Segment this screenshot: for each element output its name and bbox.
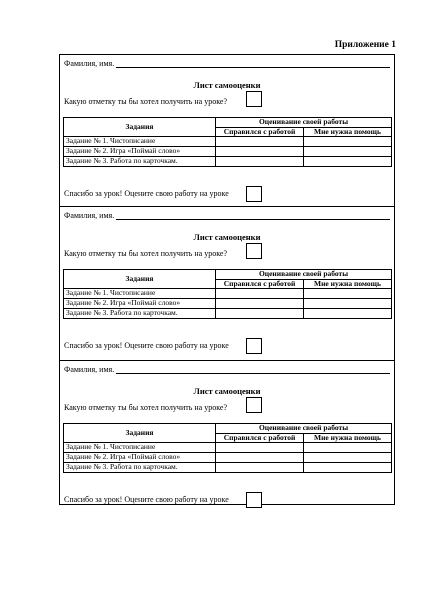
col-done-header: Справился с работой	[216, 279, 304, 289]
assessment-sheet-1	[60, 55, 394, 207]
task-name: Задание № 3. Работа по карточкам.	[64, 309, 216, 319]
task-name: Задание № 1. Чистописание	[64, 137, 216, 147]
col-evaluation-header: Оценивание своей работы	[216, 270, 392, 280]
name-line	[64, 365, 390, 374]
help-cell[interactable]	[304, 299, 392, 309]
table-row	[64, 443, 392, 453]
table-row	[64, 453, 392, 463]
table-row	[64, 289, 392, 299]
help-cell[interactable]	[304, 443, 392, 453]
done-cell[interactable]	[216, 309, 304, 319]
name-label: Фамилия, имя.	[64, 211, 115, 220]
task-name: Задание № 1. Чистописание	[64, 443, 216, 453]
task-name: Задание № 1. Чистописание	[64, 289, 216, 299]
done-cell[interactable]	[216, 299, 304, 309]
help-cell[interactable]	[304, 147, 392, 157]
task-name: Задание № 2. Игра «Поймай слово»	[64, 453, 216, 463]
name-line	[64, 59, 390, 68]
help-cell[interactable]	[304, 463, 392, 473]
table-row	[64, 147, 392, 157]
table-row	[64, 299, 392, 309]
done-cell[interactable]	[216, 137, 304, 147]
table-row	[64, 463, 392, 473]
name-field[interactable]	[116, 212, 390, 220]
col-tasks-header: Задания	[64, 118, 216, 137]
col-evaluation-header: Оценивание своей работы	[216, 118, 392, 128]
done-cell[interactable]	[216, 443, 304, 453]
name-field[interactable]	[116, 60, 390, 68]
col-tasks-header: Задания	[64, 270, 216, 289]
done-cell[interactable]	[216, 157, 304, 167]
self-rating-box[interactable]	[246, 492, 262, 508]
table-row	[64, 309, 392, 319]
done-cell[interactable]	[216, 463, 304, 473]
col-evaluation-header: Оценивание своей работы	[216, 424, 392, 434]
assessment-sheet-2	[60, 207, 394, 361]
help-cell[interactable]	[304, 289, 392, 299]
col-done-header: Справился с работой	[216, 127, 304, 137]
name-field[interactable]	[116, 366, 390, 374]
help-cell[interactable]	[304, 137, 392, 147]
grade-answer-box[interactable]	[246, 91, 262, 107]
done-cell[interactable]	[216, 453, 304, 463]
name-line	[64, 211, 390, 220]
tasks-table	[63, 269, 392, 319]
sheet-title: Лист самооценки	[193, 80, 261, 90]
table-row	[64, 137, 392, 147]
grade-question: Какую отметку ты бы хотел получить на уроке?	[64, 249, 227, 258]
grade-question: Какую отметку ты бы хотел получить на уроке?	[64, 403, 227, 412]
task-name: Задание № 3. Работа по карточкам.	[64, 157, 216, 167]
help-cell[interactable]	[304, 309, 392, 319]
self-assessment-form	[59, 54, 395, 505]
thanks-text: Спасибо за урок! Оцените свою работу на уроке	[64, 189, 229, 198]
col-help-header: Мне нужна помощь	[304, 433, 392, 443]
tasks-table	[63, 117, 392, 167]
col-tasks-header: Задания	[64, 424, 216, 443]
grade-answer-box[interactable]	[246, 243, 262, 259]
help-cell[interactable]	[304, 453, 392, 463]
thanks-text: Спасибо за урок! Оцените свою работу на уроке	[64, 341, 229, 350]
grade-answer-box[interactable]	[246, 397, 262, 413]
help-cell[interactable]	[304, 157, 392, 167]
table-row	[64, 157, 392, 167]
appendix-label: Приложение 1	[334, 40, 396, 50]
sheet-title: Лист самооценки	[193, 232, 261, 242]
tasks-table	[63, 423, 392, 473]
col-done-header: Справился с работой	[216, 433, 304, 443]
col-help-header: Мне нужна помощь	[304, 279, 392, 289]
sheet-title: Лист самооценки	[193, 386, 261, 396]
col-help-header: Мне нужна помощь	[304, 127, 392, 137]
thanks-text: Спасибо за урок! Оцените свою работу на уроке	[64, 495, 229, 504]
assessment-sheet-3	[60, 361, 394, 506]
task-name: Задание № 3. Работа по карточкам.	[64, 463, 216, 473]
task-name: Задание № 2. Игра «Поймай слово»	[64, 299, 216, 309]
self-rating-box[interactable]	[246, 186, 262, 202]
name-label: Фамилия, имя.	[64, 59, 115, 68]
grade-question: Какую отметку ты бы хотел получить на уроке?	[64, 97, 227, 106]
self-rating-box[interactable]	[246, 338, 262, 354]
name-label: Фамилия, имя.	[64, 365, 115, 374]
done-cell[interactable]	[216, 289, 304, 299]
done-cell[interactable]	[216, 147, 304, 157]
task-name: Задание № 2. Игра «Поймай слово»	[64, 147, 216, 157]
